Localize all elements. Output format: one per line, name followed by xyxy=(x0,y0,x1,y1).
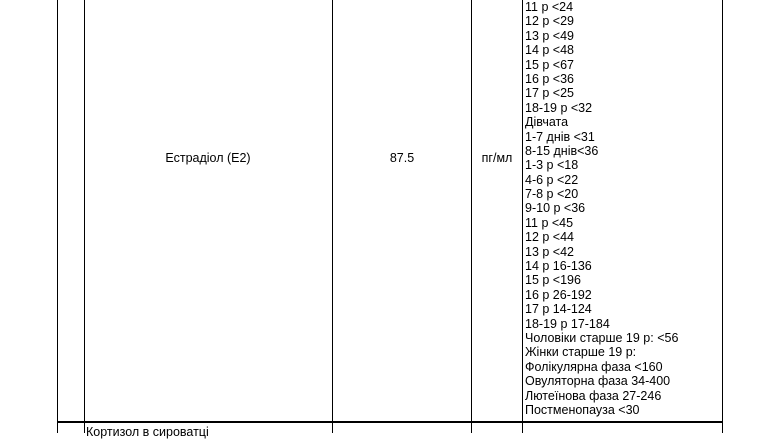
reference-range-item: 15 р <196 xyxy=(525,273,581,288)
table-border-right xyxy=(722,0,723,433)
column-divider-reference xyxy=(522,0,523,433)
reference-range-item: 14 р 16-136 xyxy=(525,259,592,274)
result-value: 87.5 xyxy=(389,151,415,165)
reference-range-item: 18-19 р <32 xyxy=(525,100,593,115)
reference-range-item: 11 р <45 xyxy=(525,215,574,230)
reference-range-item: 15 р <67 xyxy=(525,57,575,72)
reference-range-item: 11 р <24 xyxy=(525,0,574,14)
reference-range-item: 12 р <44 xyxy=(525,230,575,245)
row-divider xyxy=(57,421,723,423)
reference-range-item: 17 р <25 xyxy=(525,86,575,101)
reference-range-item: 16 р <36 xyxy=(525,71,575,86)
reference-range-item: Дівчата xyxy=(525,115,569,130)
reference-range-item: 13 р <42 xyxy=(525,244,575,259)
table-border-left-inner xyxy=(84,0,85,433)
reference-range-item: Жінки старше 19 р: xyxy=(525,345,637,360)
reference-range-item: 16 р 26-192 xyxy=(525,287,592,302)
reference-range-item: 1-7 днів <31 xyxy=(525,129,595,144)
table-border-left-outer xyxy=(57,0,58,433)
reference-range-item: 9-10 р <36 xyxy=(525,201,586,216)
reference-range-item: Овуляторна фаза 34-400 xyxy=(525,374,671,389)
reference-range-item: 14 р <48 xyxy=(525,43,575,58)
reference-range-item: 1-3 р <18 xyxy=(525,158,579,173)
reference-range-item: 18-19 р 17-184 xyxy=(525,316,610,331)
analyte-name: Естрадіол (Е2) xyxy=(165,151,251,165)
column-divider-value xyxy=(332,0,333,433)
reference-range-item: Чоловіки старше 19 р: <56 xyxy=(525,330,679,345)
reference-range-item: Постменопауза <30 xyxy=(525,402,640,417)
reference-range-item: 7-8 р <20 xyxy=(525,187,579,202)
reference-range-item: 4-6 р <22 xyxy=(525,172,579,187)
reference-range-item: 12 р <29 xyxy=(525,14,575,29)
result-unit: пг/мл xyxy=(481,151,513,165)
reference-range-item: Лютеїнова фаза 27-246 xyxy=(525,388,662,403)
column-divider-unit xyxy=(471,0,472,433)
reference-range-item: 13 р <49 xyxy=(525,28,575,43)
reference-range-item: 8-15 днів<36 xyxy=(525,143,599,158)
reference-ranges-list xyxy=(525,0,678,417)
reference-range-item: Фолікулярна фаза <160 xyxy=(525,359,663,374)
next-analyte-name: Кортизол в сироватці xyxy=(86,425,209,439)
reference-range-item: 17 р 14-124 xyxy=(525,302,592,317)
